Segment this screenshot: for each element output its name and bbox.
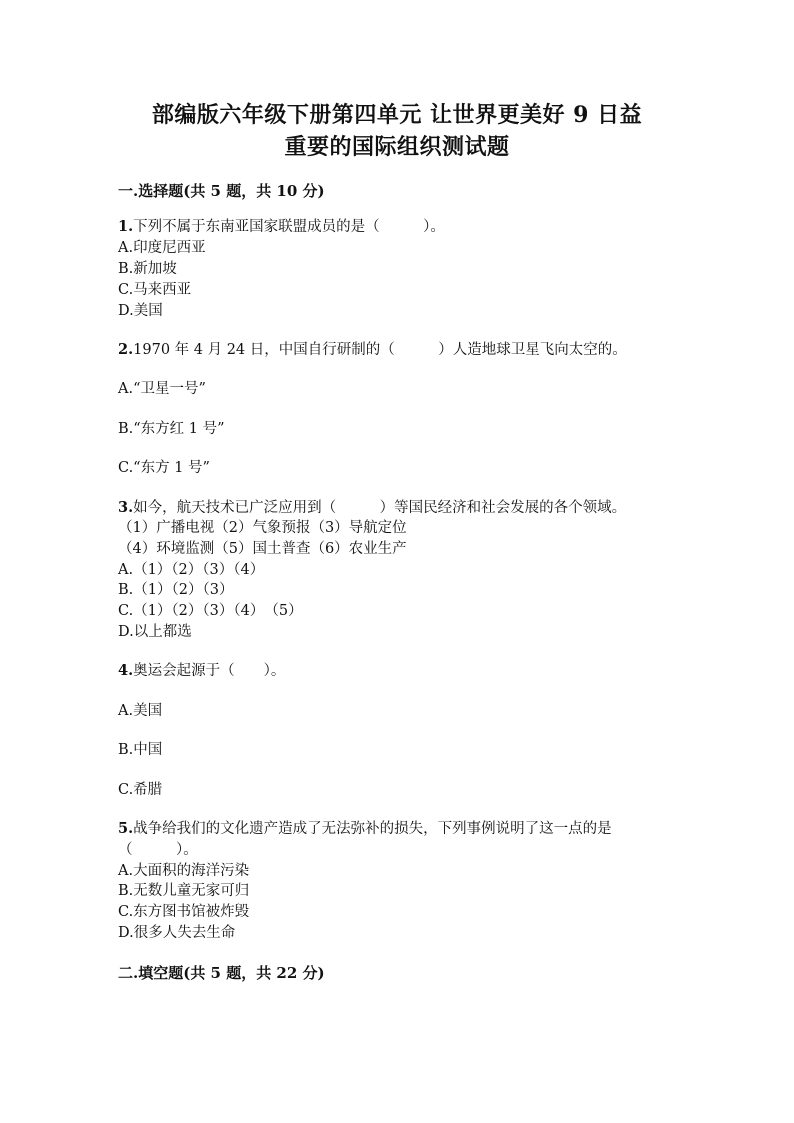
option-5b: B.无数儿童无家可归	[118, 883, 250, 899]
question-text: 奥运会起源于（ ）。	[133, 663, 286, 679]
option-4a: A.美国	[118, 703, 163, 719]
option-2b: B.“东方红 1 号”	[118, 421, 225, 437]
question-text: 战争给我们的文化遗产造成了无法弥补的损失，下列事例说明了这一点的是	[133, 821, 612, 837]
question-text: 如今，航天技术已广泛应用到（ ）等国民经济和社会发展的各个领域。	[133, 500, 627, 516]
question-5-continuation: （ ）。	[118, 842, 198, 858]
question-number: 4.	[118, 662, 134, 679]
question-5	[118, 819, 612, 839]
option-1d: D.美国	[118, 303, 163, 319]
page-title-line-2: 重要的国际组织测试题	[284, 134, 510, 160]
option-4c: C.希腊	[118, 782, 163, 798]
question-1	[118, 217, 445, 237]
question-text: 1970 年 4 月 24 日，中国自行研制的（ ）人造地球卫星飞向太空的。	[133, 342, 627, 358]
page-title-line-1: 部编版六年级下册第四单元 让世界更美好 9 日益	[151, 102, 643, 128]
option-1c: C.马来西亚	[118, 282, 192, 298]
option-5a: A.大面积的海洋污染	[118, 863, 250, 879]
question-4	[118, 661, 285, 681]
question-number: 3.	[118, 499, 134, 516]
section-heading-choice: 一.选择题(共 5 题，共 10 分)	[118, 182, 325, 200]
option-2c: C.“东方 1 号”	[118, 460, 210, 476]
question-number: 1.	[118, 218, 134, 235]
option-1b: B.新加坡	[118, 261, 177, 277]
question-text: 下列不属于东南亚国家联盟成员的是（ ）。	[133, 219, 445, 235]
question-3-items-2: （4）环境监测（5）国土普查（6）农业生产	[118, 541, 407, 557]
option-2a: A.“卫星一号”	[118, 381, 206, 397]
option-3d: D.以上都选	[118, 624, 192, 640]
option-1a: A.印度尼西亚	[118, 240, 206, 256]
option-3c: C.（1）（2）（3）（4） （5）	[118, 603, 303, 619]
question-3-items-1: （1）广播电视（2）气象预报（3）导航定位	[118, 520, 407, 536]
option-5d: D.很多人失去生命	[118, 925, 236, 941]
section-heading-fill-blank: 二.填空题(共 5 题，共 22 分)	[118, 964, 325, 982]
option-5c: C.东方图书馆被炸毁	[118, 904, 250, 920]
question-3	[118, 498, 626, 518]
question-2	[118, 340, 627, 360]
option-4b: B.中国	[118, 742, 163, 758]
question-number: 5.	[118, 820, 134, 837]
option-3b: B.（1）（2）（3）	[118, 582, 234, 598]
question-number: 2.	[118, 341, 134, 358]
option-3a: A.（1）（2）（3）（4）	[118, 562, 265, 578]
